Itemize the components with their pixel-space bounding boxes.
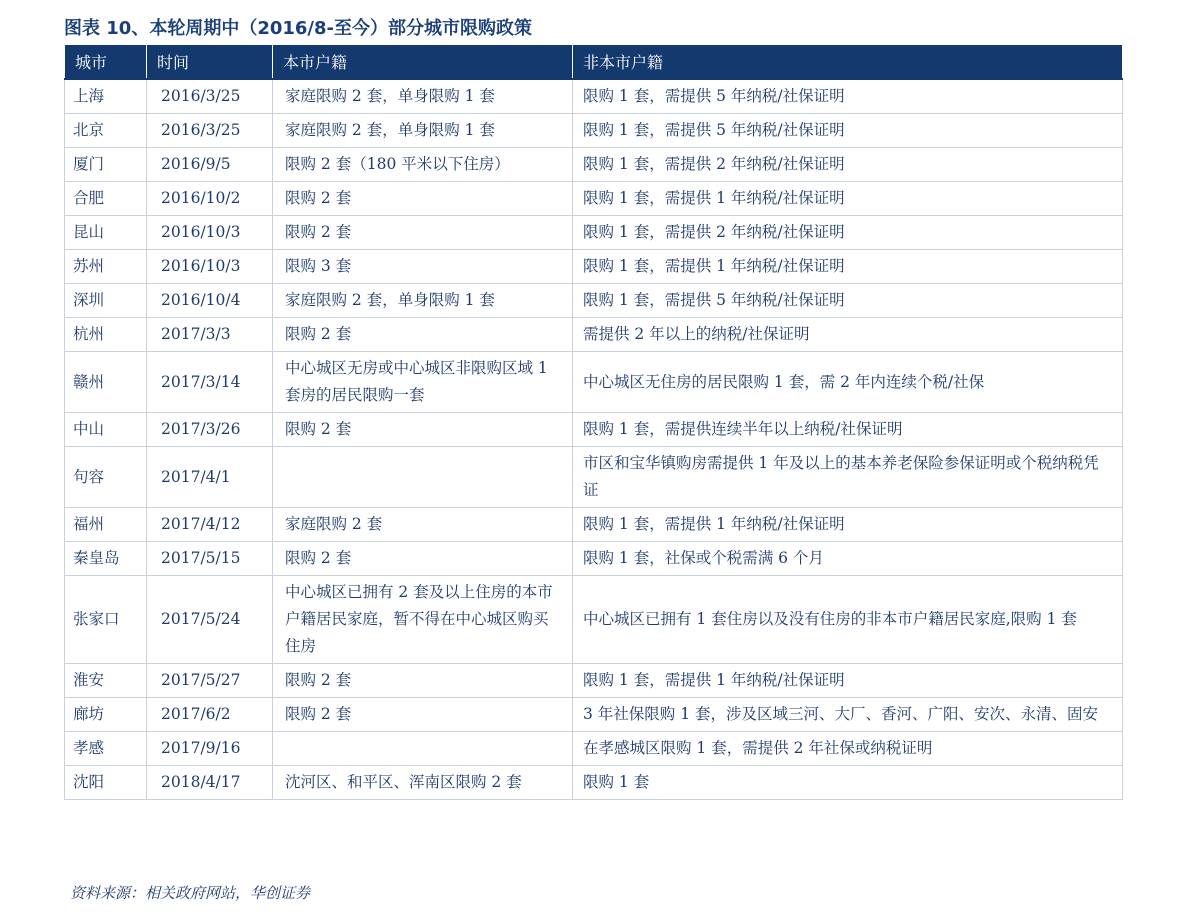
nonlocal-cell: 限购 1 套，社保或个税需满 6 个月 (573, 542, 1123, 576)
local-cell: 限购 2 套 (273, 413, 573, 447)
local-cell: 限购 2 套 (273, 216, 573, 250)
date-cell: 2017/4/12 (147, 508, 273, 542)
header-local: 本市户籍 (273, 45, 573, 80)
local-cell (273, 732, 573, 766)
date-cell: 2016/10/2 (147, 182, 273, 216)
nonlocal-cell: 在孝感城区限购 1 套，需提供 2 年社保或纳税证明 (573, 732, 1123, 766)
city-cell: 孝感 (65, 732, 147, 766)
date-cell: 2017/9/16 (147, 732, 273, 766)
date-cell: 2016/10/3 (147, 216, 273, 250)
figure-title: 图表 10、本轮周期中（2016/8-至今）部分城市限购政策 (64, 18, 532, 39)
nonlocal-cell: 中心城区已拥有 1 套住房以及没有住房的非本市户籍居民家庭,限购 1 套 (573, 576, 1123, 664)
nonlocal-cell: 限购 1 套，需提供 1 年纳税/社保证明 (573, 250, 1123, 284)
city-cell: 中山 (65, 413, 147, 447)
local-cell: 限购 2 套 (273, 698, 573, 732)
date-cell: 2016/3/25 (147, 114, 273, 148)
city-cell: 上海 (65, 79, 147, 114)
table-row (65, 352, 1123, 413)
local-cell: 限购 2 套 (273, 318, 573, 352)
header-date: 时间 (147, 45, 273, 80)
table-row (65, 508, 1123, 542)
table-body (65, 79, 1123, 800)
table-row (65, 413, 1123, 447)
date-cell: 2016/9/5 (147, 148, 273, 182)
date-cell: 2017/5/27 (147, 664, 273, 698)
table-row (65, 284, 1123, 318)
nonlocal-cell: 限购 1 套，需提供 1 年纳税/社保证明 (573, 664, 1123, 698)
city-cell: 厦门 (65, 148, 147, 182)
nonlocal-cell: 限购 1 套，需提供 5 年纳税/社保证明 (573, 284, 1123, 318)
nonlocal-cell: 市区和宝华镇购房需提供 1 年及以上的基本养老保险参保证明或个税纳税凭证 (573, 447, 1123, 508)
city-cell: 张家口 (65, 576, 147, 664)
nonlocal-cell: 限购 1 套，需提供 1 年纳税/社保证明 (573, 182, 1123, 216)
date-cell: 2017/3/14 (147, 352, 273, 413)
table-row (65, 216, 1123, 250)
table-row (65, 182, 1123, 216)
local-cell: 限购 2 套（180 平米以下住房） (273, 148, 573, 182)
table-header-row (65, 45, 1123, 80)
city-cell: 淮安 (65, 664, 147, 698)
city-cell: 句容 (65, 447, 147, 508)
table-row (65, 732, 1123, 766)
nonlocal-cell: 限购 1 套，需提供 1 年纳税/社保证明 (573, 508, 1123, 542)
city-cell: 合肥 (65, 182, 147, 216)
table-row (65, 148, 1123, 182)
date-cell: 2017/4/1 (147, 447, 273, 508)
date-cell: 2017/3/3 (147, 318, 273, 352)
table-row (65, 542, 1123, 576)
nonlocal-cell: 需提供 2 年以上的纳税/社保证明 (573, 318, 1123, 352)
nonlocal-cell: 限购 1 套，需提供 2 年纳税/社保证明 (573, 216, 1123, 250)
nonlocal-cell: 限购 1 套，需提供 5 年纳税/社保证明 (573, 114, 1123, 148)
local-cell: 中心城区无房或中心城区非限购区域 1 套房的居民限购一套 (273, 352, 573, 413)
local-cell: 家庭限购 2 套，单身限购 1 套 (273, 114, 573, 148)
city-cell: 秦皇岛 (65, 542, 147, 576)
table-row (65, 698, 1123, 732)
city-cell: 沈阳 (65, 766, 147, 800)
city-cell: 北京 (65, 114, 147, 148)
date-cell: 2017/5/24 (147, 576, 273, 664)
local-cell: 中心城区已拥有 2 套及以上住房的本市户籍居民家庭，暂不得在中心城区购买住房 (273, 576, 573, 664)
source-note: 资料来源：相关政府网站，华创证券 (70, 884, 311, 902)
date-cell: 2018/4/17 (147, 766, 273, 800)
city-cell: 廊坊 (65, 698, 147, 732)
local-cell: 限购 2 套 (273, 182, 573, 216)
nonlocal-cell: 限购 1 套 (573, 766, 1123, 800)
header-city: 城市 (65, 45, 147, 80)
local-cell: 限购 2 套 (273, 664, 573, 698)
table-row (65, 576, 1123, 664)
nonlocal-cell: 3 年社保限购 1 套，涉及区域三河、大厂、香河、广阳、安次、永清、固安 (573, 698, 1123, 732)
local-cell: 家庭限购 2 套，单身限购 1 套 (273, 79, 573, 114)
city-cell: 深圳 (65, 284, 147, 318)
local-cell: 家庭限购 2 套，单身限购 1 套 (273, 284, 573, 318)
table-row (65, 250, 1123, 284)
city-cell: 杭州 (65, 318, 147, 352)
local-cell (273, 447, 573, 508)
city-cell: 赣州 (65, 352, 147, 413)
date-cell: 2016/10/3 (147, 250, 273, 284)
table-row (65, 79, 1123, 114)
table-row (65, 447, 1123, 508)
city-cell: 昆山 (65, 216, 147, 250)
city-cell: 苏州 (65, 250, 147, 284)
date-cell: 2017/6/2 (147, 698, 273, 732)
date-cell: 2016/10/4 (147, 284, 273, 318)
nonlocal-cell: 中心城区无住房的居民限购 1 套，需 2 年内连续个税/社保 (573, 352, 1123, 413)
city-cell: 福州 (65, 508, 147, 542)
nonlocal-cell: 限购 1 套，需提供 5 年纳税/社保证明 (573, 79, 1123, 114)
table-row (65, 318, 1123, 352)
nonlocal-cell: 限购 1 套，需提供连续半年以上纳税/社保证明 (573, 413, 1123, 447)
local-cell: 限购 3 套 (273, 250, 573, 284)
date-cell: 2016/3/25 (147, 79, 273, 114)
local-cell: 沈河区、和平区、浑南区限购 2 套 (273, 766, 573, 800)
local-cell: 家庭限购 2 套 (273, 508, 573, 542)
table-row (65, 664, 1123, 698)
header-nonlocal: 非本市户籍 (573, 45, 1123, 80)
table-row (65, 766, 1123, 800)
nonlocal-cell: 限购 1 套，需提供 2 年纳税/社保证明 (573, 148, 1123, 182)
policy-table (64, 44, 1123, 800)
date-cell: 2017/5/15 (147, 542, 273, 576)
date-cell: 2017/3/26 (147, 413, 273, 447)
local-cell: 限购 2 套 (273, 542, 573, 576)
table-row (65, 114, 1123, 148)
